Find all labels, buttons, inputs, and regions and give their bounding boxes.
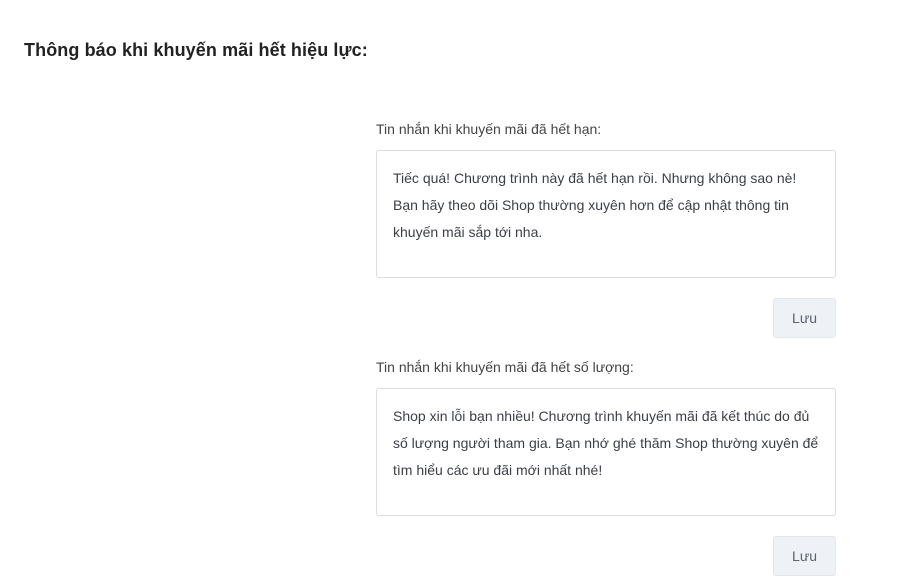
expired-message-field-block — [376, 120, 836, 338]
expired-message-save-row — [376, 298, 836, 338]
expired-message-input[interactable] — [376, 150, 836, 278]
expired-message-label: Tin nhắn khi khuyến mãi đã hết hạn: — [376, 121, 602, 137]
out-of-stock-message-save-row — [376, 536, 836, 576]
out-of-stock-message-input[interactable] — [376, 388, 836, 516]
page-title: Thông báo khi khuyến mãi hết hiệu lực: — [24, 40, 368, 60]
out-of-stock-message-label: Tin nhắn khi khuyến mãi đã hết số lượng: — [376, 359, 634, 376]
out-of-stock-message-field-block — [376, 358, 836, 576]
notification-form — [376, 120, 836, 576]
save-out-of-stock-message-button[interactable]: Lưu — [773, 536, 836, 576]
save-expired-message-button[interactable]: Lưu — [773, 298, 836, 338]
